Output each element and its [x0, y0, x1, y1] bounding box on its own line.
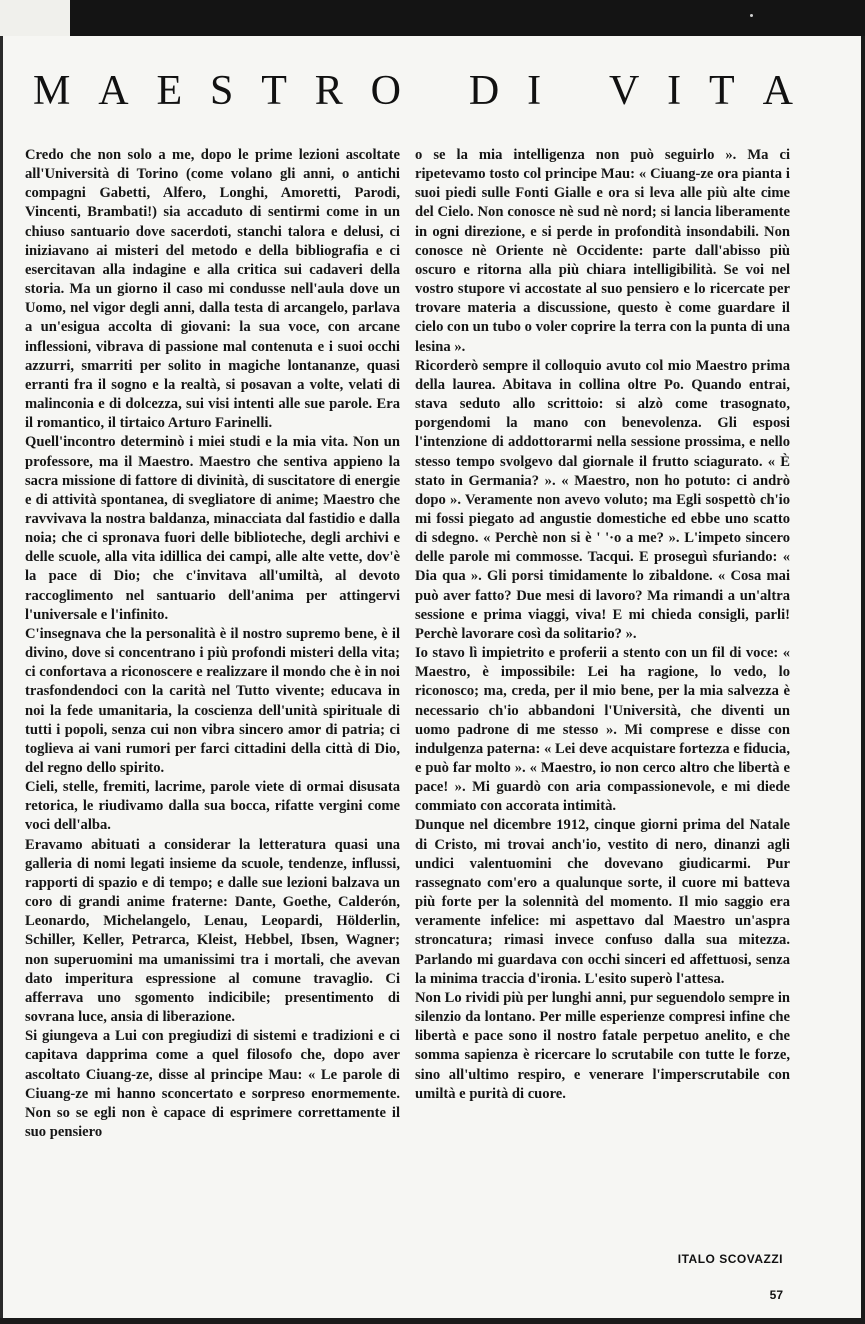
- scan-bottom-border: [0, 1318, 865, 1324]
- paragraph: Non Lo rividi più per lunghi anni, pur seguendolo sempre in silenzio da lontano. Per mille esperienze compresi infine che libertà e pace sono il nostro fatale perpetuo anelito, e che somma sapienza è ricercare lo scrutabile con tutte le forze, sino all'ultimo respiro, e venerare l'imperscrutabile con umiltà e purità di cuore.: [415, 989, 790, 1102]
- scan-right-border: [861, 36, 865, 1324]
- title-letter: M: [33, 68, 71, 114]
- title-letter: I: [527, 68, 542, 114]
- paragraph: C'insegnava che la personalità è il nostro supremo bene, è il divino, dove si concentrano i più profondi misteri della vita; ci confortava a riconoscere e realizzare il mondo che è in noi trasfondendoci con la carità nel Tutto vivente; educava in noi la fede umanitaria, la coscienza dell'unità spirituale di tutti i popoli, senza cui non vibra sincero amor di patria; ci toglieva ai vani rumori per farci cittadini della città di Dio, del regno dello spirito.: [25, 625, 400, 776]
- title-letter: T: [261, 68, 287, 114]
- paragraph: Eravamo abituati a considerar la letteratura quasi una galleria di nomi legati insieme da scuole, tendenze, influssi, rapporti di spazio e di tempo; e dalle sue lezioni balzava un coro di grandi anime fraterne: Dante, Goethe, Calderón, Leonardo, Michelangelo, Lenau, Leopardi, Hölderlin, Schiller, Keller, Petrarca, Kleist, Hebbel, Ibsen, Wagner; non superuomini ma umanissimi tra i mortali, che avevan dato imperitura espressione al comune travaglio. Ci afferrava uno sgomento indicibile; presentimento di sovrana luce, ansia di liberazione.: [25, 836, 400, 1026]
- right-column: [415, 146, 790, 1104]
- title-letter: A: [98, 68, 129, 114]
- title-letter: A: [762, 68, 793, 114]
- title-letter: V: [608, 68, 640, 114]
- scan-dust-speck: [750, 14, 753, 17]
- paragraph: Dunque nel dicembre 1912, cinque giorni prima del Natale di Cristo, mi trovai anch'io, vestito di nero, dinanzi agli undici valentuomini che dovevano giudicarmi. Pur rassegnato com'ero a qualunque sorte, il cuore mi batteva più forte per la solennità del momento. Il mio saggio era veramente infelice: mi aspettavo dal Maestro un'aspra stroncatura; rimasi invece confuso dalla sua mitezza. Parlando mi guardava con occhi sinceri ed affettuosi, senza la minima traccia d'ironia. L'esito superò l'attesa.: [415, 817, 790, 987]
- paragraph: Cieli, stelle, fremiti, lacrime, parole viete di ormai disusata retorica, le riudivamo dalla sua bocca, rifatte vergini come voci dell'alba.: [25, 779, 400, 834]
- left-column: [25, 146, 400, 1142]
- author-signature: ITALO SCOVAZZI: [677, 1252, 783, 1266]
- title-letter: S: [209, 68, 234, 114]
- title-letter: O: [370, 68, 401, 114]
- page-number: 57: [769, 1288, 783, 1302]
- paragraph: Si giungeva a Lui con pregiudizi di sistemi e tradizioni e ci capitava dapprima come a quel filosofo che, dopo aver ascoltato Ciuang-ze, disse al principe Mau: « Le parole di Ciuang-ze mi hanno sconcertato e sorpreso enormemente. Non so se egli non è capace di esprimere correttamente il suo pensiero: [25, 1028, 400, 1140]
- article-title: [33, 70, 793, 112]
- paragraph: Credo che non solo a me, dopo le prime lezioni ascoltate all'Università di Torino (come volano gli anni, o antichi compagni Gabetti, Alfero, Longhi, Amoretti, Parodi, Vincenti, Brambati!) sia accaduto di sentirmi come in un chiuso santuario dove sacerdoti, stanchi talora e delusi, ci iniziavano ai misteri del metodo e della bibliografia e ci esercitavan alla indagine e alla critica sui cadaveri della storia. Ma un giorno il caso mi condusse nell'aula dove un Uomo, nel vigor degli anni, dalla testa di arcangelo, parlava a un'esigua accolta di giovani: la sua voce, con arcane inflessioni, vibrava di passione mal contenuta e i suoi occhi azzurri, smarriti per solito in magiche lontananze, quasi erranti fra il sogno e la realtà, si posavan a volte, velati di malinconia e di dolcezza, sui visi intenti alle sue parole. Era il romantico, il tirtaico Arturo Farinelli.: [25, 147, 400, 432]
- title-letter: R: [314, 68, 343, 114]
- paragraph: Io stavo lì impietrito e proferii a stento con un fil di voce: « Maestro, è impossibile: Lei ha ragione, lo vedo, lo riconosco; ma, creda, per il mio bene, per la mia salvezza è necessario ch'io abbandoni l'Università, che diventi un uomo padrone di me stesso ». Mi comprese e disse con indulgenza paterna: « Lei deve acquistare fortezza e fiducia, e può far molto ». « Maestro, io non cerco altro che libertà e pace! ». Mi guardò con aria compassionevole, e mi diede commiato con accorata intimità.: [415, 645, 790, 815]
- title-letter: D: [468, 68, 500, 114]
- paragraph: Ricorderò sempre il colloquio avuto col mio Maestro prima della laurea. Abitava in collina oltre Po. Quando entrai, stava seduto allo scrittoio: si alzò come trasognato, porgendomi la mano con benevolenza. Gli esposi l'intenzione di addottorarmi nella sessione prossima, e nello stesso tempo svolgevo dal giornale il frutto sciagurato. « È stato in Germania? ». « Maestro, non ho potuto: ci andrò dopo ». Veramente non avevo voluto; ma Egli sospettò ch'io mi fossi piegato ad angustie domestiche ed ebbe uno scatto di sdegno. « Perchè non si è ' '·o a me? ». L'impeto sincero delle parole mi commosse. Tacqui. E proseguì sfuriando: « Dia qua ». Gli porsi timidamente lo zibaldone. « Cosa mai può aver fatto? Due mesi di lavoro? Ma rimandi a un'altra sessione e prima viaggi, viva! E mi chieda consigli, parli! Perchè lavorare così da solitario? ».: [415, 357, 790, 642]
- scan-top-left-margin: [0, 0, 70, 36]
- title-letter: T: [709, 68, 735, 114]
- magazine-page: [3, 36, 861, 1318]
- title-letter: I: [667, 68, 682, 114]
- scan-top-border: [70, 0, 865, 36]
- paragraph: Quell'incontro determinò i miei studi e la mia vita. Non un professore, ma il Maestro. Maestro che sentiva appieno la sacra missione di fattore di divinità, di suscitatore di energie e di attività spontanea, di svegliatore di anime; Maestro che ravvivava la nostra baldanza, minacciata dal fastidio e dalla noia; che ci spronava fuori delle biblioteche, degli archivi e delle scuole, alla vita idillica dei campi, alle alte vette, dov'è la pace di Dio; che c'invitava all'umiltà, al devoto raccoglimento nel santuario dell'anima per attingervi l'universale e l'infinito.: [25, 434, 400, 623]
- title-letter: E: [156, 68, 183, 114]
- paragraph: o se la mia intelligenza non può seguirlo ». Ma ci ripetevamo tosto col principe Mau: « Ciuang-ze ora pianta i suoi piedi sulle Fonti Gialle e ora si leva alle più alte cime del Cielo. Non conosce nè sud nè nord; si lancia liberamente in ogni direzione, e si perde in profondità insondabili. Non conosce nè Oriente nè Occidente: parte dall'abisso più oscuro e ritorna alla più chiara intelligibilità. Se voi nel vostro stupore vi accostate al suo pensiero e lo ricercate per trovare materia a discussione, questo è come guardare il cielo con un tubo o voler coprire la terra con la punta di una lesina ».: [415, 147, 790, 355]
